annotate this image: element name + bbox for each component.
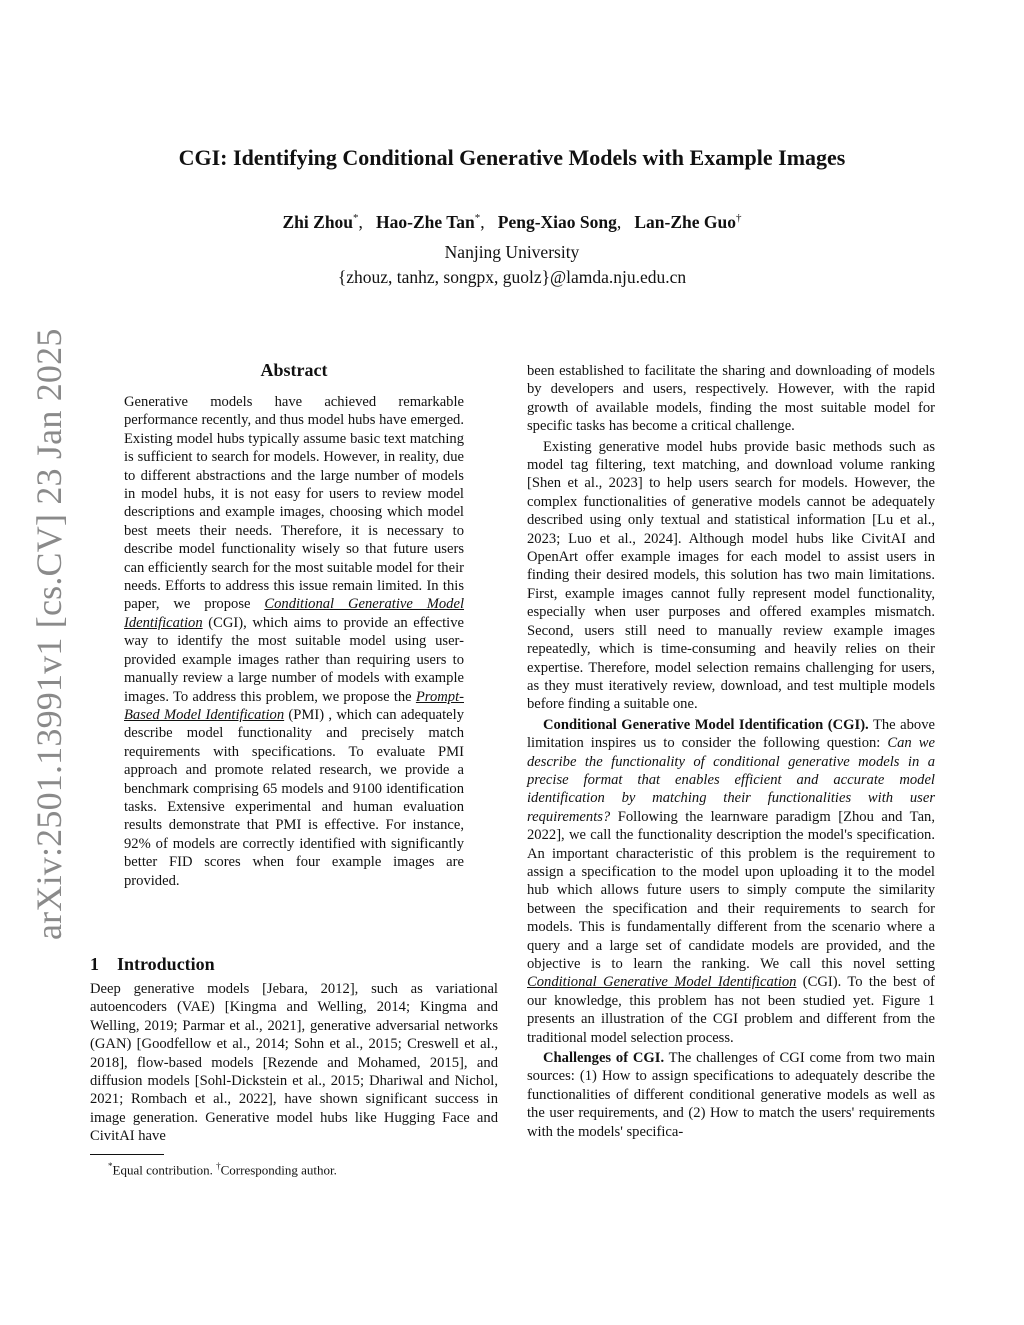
paragraph	[527, 716, 935, 1047]
paper-title: CGI: Identifying Conditional Generative Models with Example Images	[178, 145, 846, 170]
footnote	[108, 1161, 508, 1178]
footnote-mark: †	[216, 1161, 221, 1171]
intro-body: Deep generative models [Jebara, 2012], such as variational autoencoders (VAE) [Kingma and Welling, 2014; Kingma and Welling, 2019; Parmar et al., 2021], generative adversarial networks (GAN) [Goodfellow et al., 2014; Sohn et al., 2015; Creswell et al., 2018], flow-based models [Rezende and Mohamed, 2015], and diffusion models [Sohl-Dickstein et al., 2015; Dhariwal and Nichol, 2021; Rombach et al., 2022], have shown significant success in image generation. Generative model hubs like Hugging Face and CivitAI have	[90, 981, 498, 1145]
author-name: Zhi Zhou	[282, 212, 354, 232]
abstract-text: , which can adequately describe model functionality and precisely match requirements with specifications. To evaluate PMI approach and promote related research, we provide a benchmark comprising 65 models and 9100 identification tasks. Extensive experimental and human evaluation results demonstrate that PMI is effective. For instance, 92% of models are correctly identified with significantly better FID scores when four example images are provided.	[124, 706, 464, 889]
author-name: Lan-Zhe Guo	[634, 212, 736, 232]
author-name: Peng-Xiao Song	[497, 212, 617, 232]
pmi-abbr: (PMI)	[288, 706, 325, 723]
footnote-text: Corresponding author.	[220, 1162, 337, 1178]
paragraph-text: (CGI). To the best of our knowledge, this problem has not been studied yet. Figure 1 presents an illustration of the CGI problem and different from the traditional model selection process.	[527, 974, 935, 1046]
paragraph-text: The challenges of CGI come from two main sources: (1) How to assign specifications to adequately describe the functionalities of different conditional generative models as well as the user requirements, and (2) How to match the users' requirements with the models' specifica-	[527, 1050, 935, 1140]
research-question: Can we describe the functionality of conditional generative models in a precise format that enables efficient and accurate model identification by matching their functionalities with user requirements?	[527, 735, 935, 825]
author-mark: *	[474, 212, 481, 225]
arxiv-side-stamp: arXiv:2501.13991v1 [cs.CV] 23 Jan 2025	[29, 328, 69, 940]
right-column	[527, 362, 935, 1141]
author-mark: *	[353, 212, 359, 225]
abstract-text: , which aims to provide an effective way to identify the most suitable model using user-provided example images rather than requiring users to manually review a large number of models with example images. To address this problem, we propose the	[124, 614, 464, 705]
footnote-mark: *	[108, 1161, 113, 1171]
abstract-heading: Abstract	[260, 360, 328, 380]
abstract-text: Generative models have achieved remarkable performance recently, and thus model hubs have emerged. Existing model hubs typically assume basic text matching is sufficient to search for models. However, in reality, due to different abstractions and the large number of models in model hubs, it is not easy for users to review model descriptions and example images, choosing which model best meets their needs. Therefore, it is necessary to describe model functionality wisely so that future users can efficiently search for the most suitable model for their needs. Efforts to address this issue remain limited. In this paper, we propose	[124, 394, 464, 613]
paragraph: Existing generative model hubs provide basic methods such as model tag filtering, text matching, and download volume ranking [Shen et al., 2023] to help users search for models. However, the complex functionalities of generative models cannot be adequately described using only textual and statistical information [Lu et al., 2023; Luo et al., 2024]. Although model hubs like CivitAI and OpenArt offer example images for each model to assist users in finding their desired models, this solution has two main limitations. First, example images cannot fully represent model functionality, especially when user purposes and offered examples mismatch. Second, users still need to manually review example images repeatedly, which is time-consuming and heavily relies on their expertise. Therefore, model selection remains challenging for users, as they must iteratively review, download, and test multiple models before finding a suitable one.	[527, 438, 935, 713]
author-email: {zhouz, tanhz, songpx, guolz}@lamda.nju.edu.cn	[337, 267, 687, 287]
paragraph-text: The above limitation inspires us to consider the following question:	[527, 716, 935, 752]
section-number: 1	[90, 954, 99, 974]
paragraph-heading: Conditional Generative Model Identification (CGI).	[543, 716, 869, 733]
paragraph-text: Following the learnware paradigm [Zhou and Tan, 2022], we call the functionality description the model's specification. An important characteristic of this problem is the requirement to assign a specification to the model upon uploading it to the model hub which allows future users to simply compute the similarity between the specification and their requirements to search for models. This is fundamentally different from the scenario where a query and a large set of candidate models are provided, and the objective is to learn the ranking. We call this novel setting	[527, 808, 935, 972]
cgi-term: Conditional Generative Model Identification	[527, 974, 797, 991]
cgi-term: Conditional Generative Model Identification	[124, 596, 465, 631]
author-list: Zhi Zhou*, Hao-Zhe Tan*, Peng-Xiao Song, Lan-Zhe Guo†	[282, 212, 742, 232]
intro-heading	[90, 954, 500, 975]
section-title: Introduction	[117, 954, 215, 974]
pmi-term: Prompt-Based Model Identification	[124, 688, 464, 723]
paragraph	[527, 1049, 935, 1141]
abstract-body	[124, 393, 464, 890]
paragraph: been established to facilitate the sharing and downloading of models by developers and users, respectively. However, with the rapid growth of available models, finding the most suitable model for specific tasks has become a critical challenge.	[527, 363, 935, 435]
author-mark: †	[736, 212, 742, 225]
author-name: Hao-Zhe Tan	[376, 212, 475, 232]
footnote-text: Equal contribution.	[112, 1162, 217, 1178]
paragraph-heading: Challenges of CGI.	[543, 1050, 665, 1067]
cgi-abbr: (CGI)	[208, 614, 244, 631]
footnote-rule	[90, 1154, 164, 1155]
affiliation: Nanjing University	[444, 242, 580, 262]
